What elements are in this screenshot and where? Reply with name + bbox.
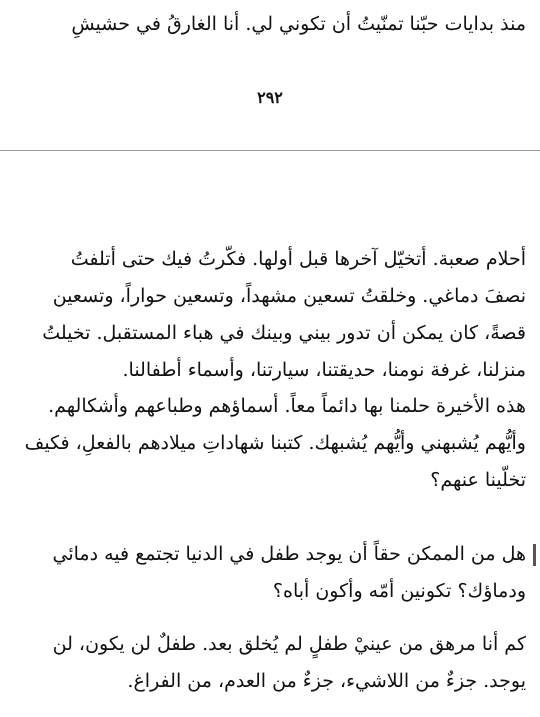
text-line: كم أنا مرهق من عينيْ طفلٍ لم يُخلق بعد. طفلٌ لن يكون، لن xyxy=(52,633,526,655)
paragraph-1[interactable] xyxy=(14,241,526,389)
text-line: منزلنا، غرفة نومنا، حديقتنا، سيارتنا، وأسماء أطفالنا. xyxy=(122,359,526,381)
next-page-top xyxy=(0,151,540,717)
margin-marker xyxy=(533,544,536,566)
paragraph-2[interactable] xyxy=(14,388,526,499)
text-line: قصةً، كان يمكن أن تدور بيني وبينك في هباء المستقبل. تخيلتُ xyxy=(42,322,526,344)
page-number: ٢٩٢ xyxy=(257,88,283,107)
text-line: تخلّينا عنهم؟ xyxy=(430,469,526,491)
text-line: نصفَ دماغي. وخلقتُ تسعين مشهداً، وتسعين حواراً، وتسعين xyxy=(52,285,526,307)
paragraph-3[interactable] xyxy=(14,536,526,610)
text-line: هذه الأخيرة حلمنا بها دائماً معاً. أسماؤهم وطباعهم وأشكالهم. xyxy=(48,395,526,417)
text-line: أحلام صعبة. أتخيّل آخرها قبل أولها. فكّرتُ فيك حتى أتلفتُ xyxy=(70,248,526,270)
text-line: وأيُّهم يُشبهني وأيُّهم يُشبهك. كتبنا شهاداتِ ميلادهم بالفعلِ، فكيف xyxy=(24,432,526,454)
previous-page-bottom xyxy=(0,0,540,148)
text-line: هل من الممكن حقاً أن يوجد طفل في الدنيا تجتمع فيه دمائي xyxy=(52,543,526,565)
text-line: ودماؤك؟ تكونين أمّه وأكون أباه؟ xyxy=(272,580,526,602)
paragraph-4[interactable] xyxy=(14,626,526,700)
previous-page-last-line: منذ بدايات حبّنا تمنّيتُ أن تكوني لي. أنا الغارقُ في حشيشِ xyxy=(71,13,526,35)
text-line: يوجد. جزءٌ من اللاشيء، جزءٌ من العدم، من الفراغ. xyxy=(127,670,526,692)
